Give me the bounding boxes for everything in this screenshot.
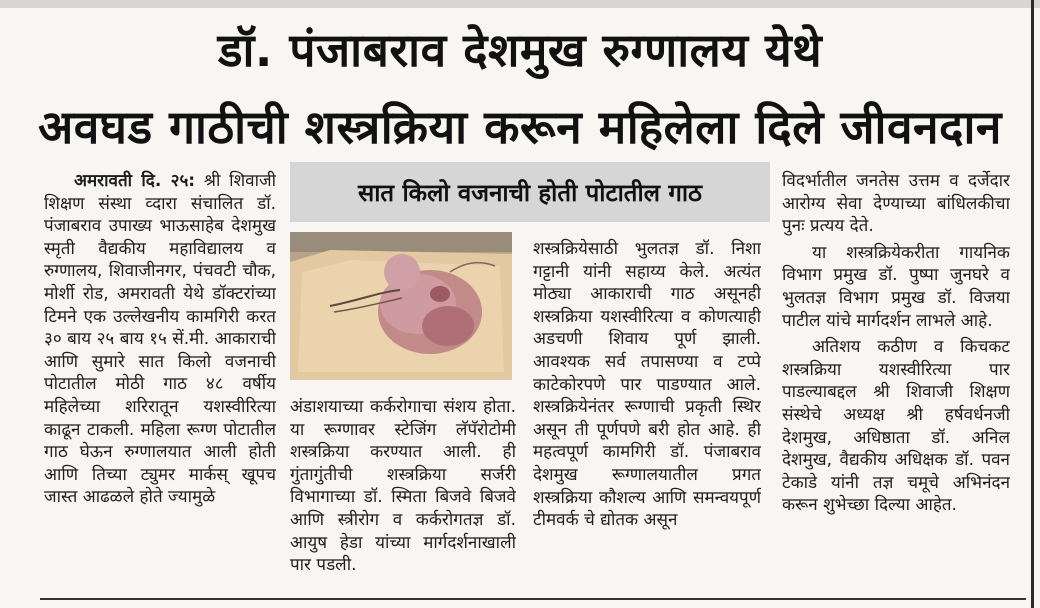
article-column-1: [44, 170, 276, 598]
article-text-col1: श्री शिवाजी शिक्षण संस्था व्दारा संचालित डॉ. पंजाबराव उपाख्य भाऊसाहेब देशमुख स्मृती वैद्यकीय महाविद्यालय व रुग्णालय, शिवाजीनगर, पंचवटी चौक, मोर्शी रोड, अमरावती येथे डॉक्टरांच्या टिमने एक उल्लेखनीय कामगिरी करत ३० बाय २५ बाय १५ सें.मी. आकाराची आणि सुमारे सात किलो वजनाची पोटातील मोठी गाठ ४८ वर्षीय महिलेच्या शरिरातून यशस्वीरित्या काढून टाकली. महिला रूग्ण पोटातील गाठ घेऊन रुग्णालयात आली होती आणि तिच्या ट्युमर मार्कस् खूपच जास्त आढळले होते ज्यामुळे: [44, 171, 276, 508]
right-border: [1031, 0, 1034, 608]
article-text-col2: अंडाशयाच्या कर्करोगाचा संशय होता. या रूग्णावर स्टेजिंग लॅपॅरोटोमी शस्त्रक्रिया करण्यात आली. ही गुंतागुंतीची शस्त्रक्रिया सर्जरी विभागाच्या डॉ. स्मिता बिजवे बिजवे आणि स्त्रीरोग व कर्करोगतज्ञ डॉ. आयुष हेडा यांच्या मार्गदर्शनाखाली पार पडली.: [290, 397, 516, 576]
tumor-photo: [290, 232, 512, 380]
tumor-photo-icon: [290, 232, 512, 380]
article-column-3: [533, 238, 761, 598]
article-text-col4-p1: विदर्भातील जनतेस उत्तम व दर्जेदार आरोग्य सेवा देण्याच्या बांधिलकीचा पुनः प्रत्यय देते.: [782, 171, 1010, 237]
headline-line-1: डॉ. पंजाबराव देशमुख रुग्णालय येथे: [217, 23, 823, 77]
article-text-col4-p2: या शस्त्रक्रियेकरीता गायनिक विभाग प्रमुख डॉ. पुष्पा जुनघरे व भुलतज्ञ विभाग प्रमुख डॉ. विजया पाटील यांचे मार्गदर्शन लाभले आहे.: [782, 242, 1010, 331]
article-text-col3: शस्त्रक्रियेसाठी भुलतज्ञ डॉ. निशा गट्टानी यांनी सहाय्य केले. अत्यंत मोठ्या आकाराची गाठ असूनही शस्त्रक्रिया यशस्वीरित्या व कोणत्याही अडचणी शिवाय पूर्ण झाली. आवश्यक सर्व तपासण्या व टप्पे काटेकोरपणे पार पाडण्यात आले. शस्त्रक्रियेनंतर रूग्णाची प्रकृती स्थिर असून ती पूर्णपणे बरी होत आहे. ही महत्वपूर्ण कामगिरी डॉ. पंजाबराव देशमुख रूग्णालयातील प्रगत शस्त्रक्रिया कौशल्य आणि समन्वयपूर्ण टीमवर्क चे द्योतक असून: [533, 239, 761, 531]
top-rule: [0, 0, 1040, 8]
article-column-4: [782, 170, 1010, 598]
headline-line-2: अवघड गाठीची शस्त्रक्रिया करून महिलेला दिले जीवनदान: [38, 100, 1002, 154]
dateline: अमरावती दि. २५:: [74, 171, 196, 191]
bottom-rule: [40, 598, 1026, 600]
article-column-2: [290, 396, 516, 596]
sub-headline: सात किलो वजनाची होती पोटातील गाठ: [290, 162, 770, 222]
article-text-col4-p3: अतिशय कठीण व किचकट शस्त्रक्रिया यशस्वीरित्या पार पाडल्याबद्दल श्री शिवाजी शिक्षण संस्थेचे अध्यक्ष श्री हर्षवर्धनजी देशमुख, अधिष्ठाता डॉ. अनिल देशमुख, वैद्यकीय अधिक्षक डॉ. पवन टेकाडे यांनी तज्ञ चमूचे अभिनंदन करून शुभेच्छा दिल्या आहेत.: [782, 337, 1010, 516]
